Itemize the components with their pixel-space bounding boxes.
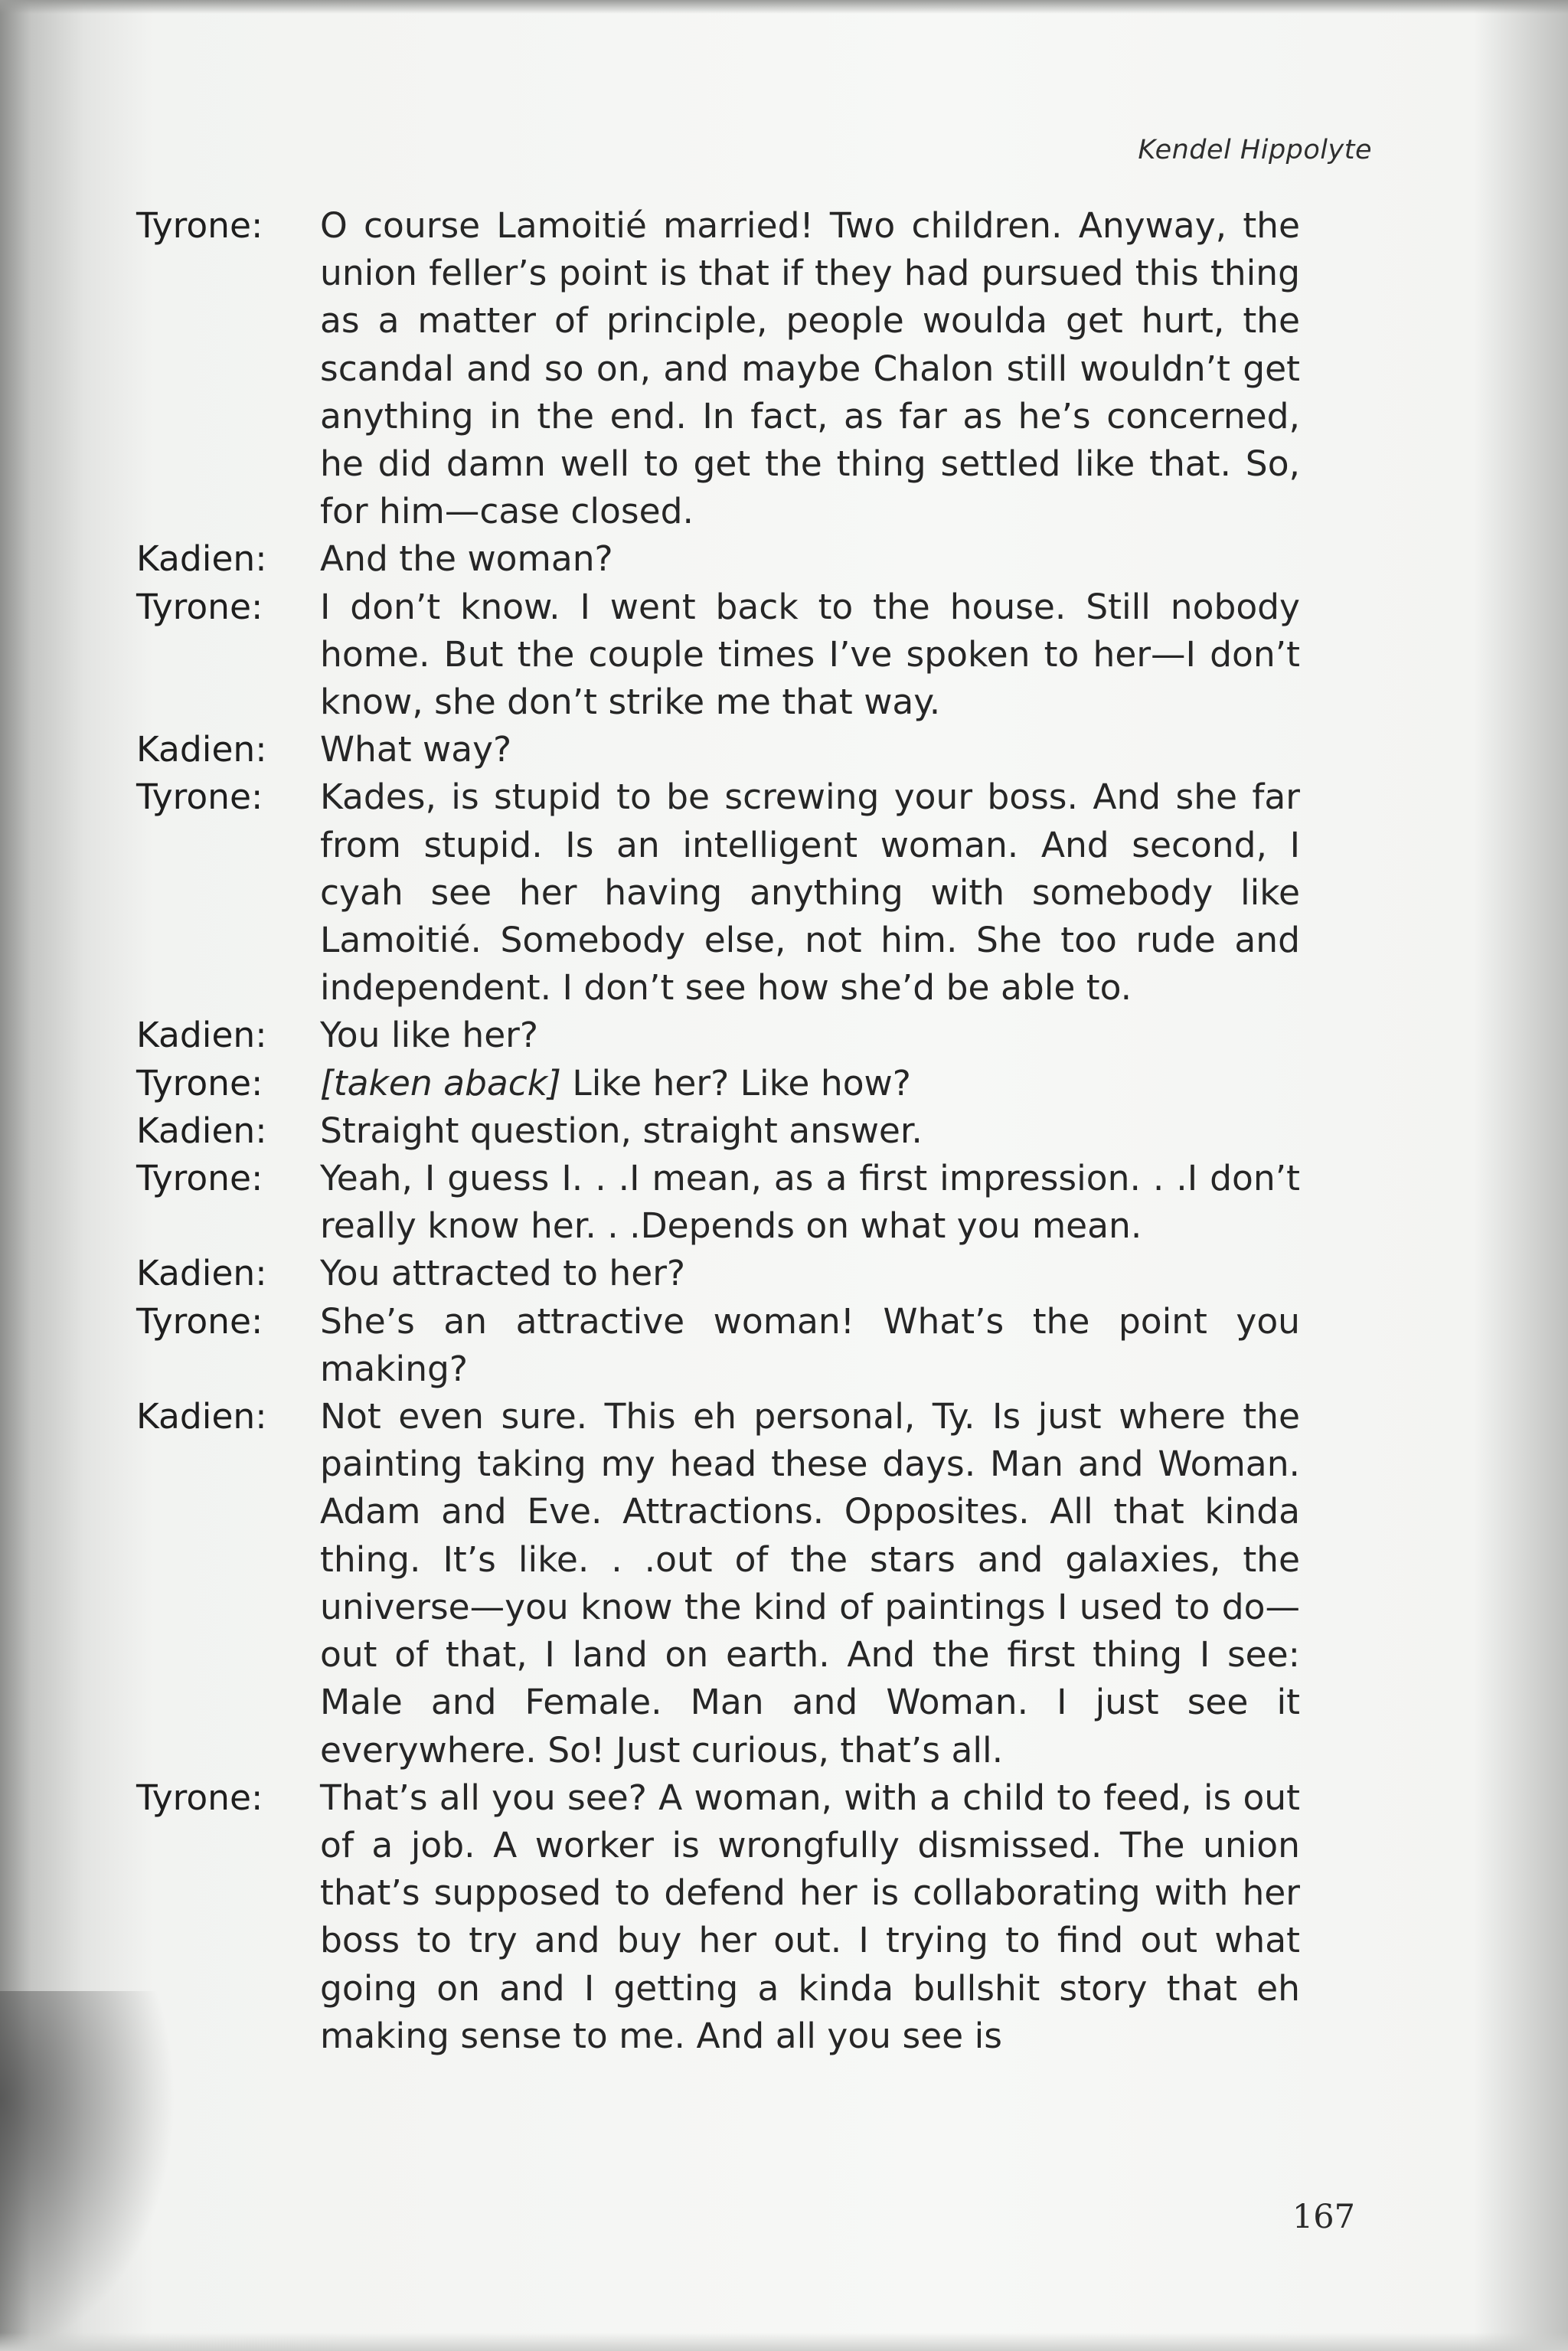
dialogue-line: That’s all you see? A woman, with a child to feed, is out of a job. A worker is wrongfully dismissed. The union that’s supposed to defend her is collaborating with her boss to try and buy her out. I trying to find out what going on and I getting a kinda bullshit story that eh making sense to me. And all you see is <box>320 1777 1300 2056</box>
dialogue-line: Yeah, I guess I. . .I mean, as a first impression. . .I don’t really know her. . .Depends on what you mean. <box>320 1158 1300 1247</box>
dialogue-entry <box>136 1155 1300 1250</box>
dialogue-entry <box>136 1298 1300 1393</box>
dialogue-entry <box>136 773 1300 1012</box>
dialogue-block <box>136 202 1300 2060</box>
speaker-name: Kadien: <box>136 1015 267 1056</box>
dialogue-entry <box>136 726 1300 773</box>
speaker-name: Tyrone: <box>136 1777 263 1818</box>
dialogue-line: You like her? <box>320 1015 539 1056</box>
dialogue-line: I don’t know. I went back to the house. Still nobody home. But the couple times I’ve spoken to her—I don’t know, she don’t strike me that way. <box>320 586 1300 723</box>
dialogue-entry <box>136 1060 1300 1107</box>
dialogue-entry <box>136 535 1300 583</box>
dialogue-line: You attracted to her? <box>320 1253 686 1294</box>
speaker-name: Tyrone: <box>136 1062 263 1104</box>
speaker-name: Tyrone: <box>136 586 263 627</box>
dialogue-entry <box>136 202 1300 535</box>
speaker-name: Tyrone: <box>136 1300 263 1342</box>
running-head-author: Kendel Hippolyte <box>1138 135 1372 165</box>
dialogue-line-text: Like her? Like how? <box>560 1062 911 1104</box>
dialogue-entry <box>136 1774 1300 2060</box>
dialogue-entry <box>136 1393 1300 1774</box>
page-top-shadow <box>0 0 1568 14</box>
stage-direction: [taken aback] <box>320 1062 561 1104</box>
dialogue-line <box>320 1060 1300 1107</box>
dialogue-line: Straight question, straight answer. <box>320 1110 923 1151</box>
dialogue-line: O course Lamoitié married! Two children. Anyway, the union feller’s point is that if they had pursued this thing as a matter of principle, people woulda get hurt, the scandal and so on, and maybe Chalon still wouldn’t get anything in the end. In fact, as far as he’s concerned, he did damn well to get the thing settled like that. So, for him—case closed. <box>320 205 1300 532</box>
dialogue-entry <box>136 1107 1300 1155</box>
dialogue-line: What way? <box>320 729 512 770</box>
dialogue-entry <box>136 1250 1300 1297</box>
page-number: 167 <box>1292 2198 1355 2236</box>
speaker-name: Kadien: <box>136 1396 267 1437</box>
speaker-name: Kadien: <box>136 1110 267 1151</box>
dialogue-entry <box>136 584 1300 727</box>
dialogue-line: And the woman? <box>320 538 613 580</box>
dialogue-entry <box>136 1012 1300 1059</box>
dialogue-line: Not even sure. This eh personal, Ty. Is just where the painting taking my head these days. Man and Woman. Adam and Eve. Attractions. Opposites. All that kinda thing. It’s like. . .out of the stars and galaxies, the universe—you know the kind of paintings I used to do—out of that, I land on earth. And the first thing I see: Male and Female. Man and Woman. I just see it everywhere. So! Just curious, that’s all. <box>320 1396 1300 1771</box>
speaker-name: Kadien: <box>136 729 267 770</box>
speaker-name: Tyrone: <box>136 205 263 246</box>
speaker-name: Tyrone: <box>136 1158 263 1199</box>
speaker-name: Kadien: <box>136 538 267 580</box>
speaker-name: Tyrone: <box>136 777 263 818</box>
dialogue-line: Kades, is stupid to be screwing your boss. And she far from stupid. Is an intelligent woman. And second, I cyah see her having anything with somebody like Lamoitié. Somebody else, not him. She too rude and independent. I don’t see how she’d be able to. <box>320 777 1300 1009</box>
page-bottom-edge <box>0 2333 1568 2351</box>
speaker-name: Kadien: <box>136 1253 267 1294</box>
dialogue-line: She’s an attractive woman! What’s the point you making? <box>320 1300 1300 1389</box>
